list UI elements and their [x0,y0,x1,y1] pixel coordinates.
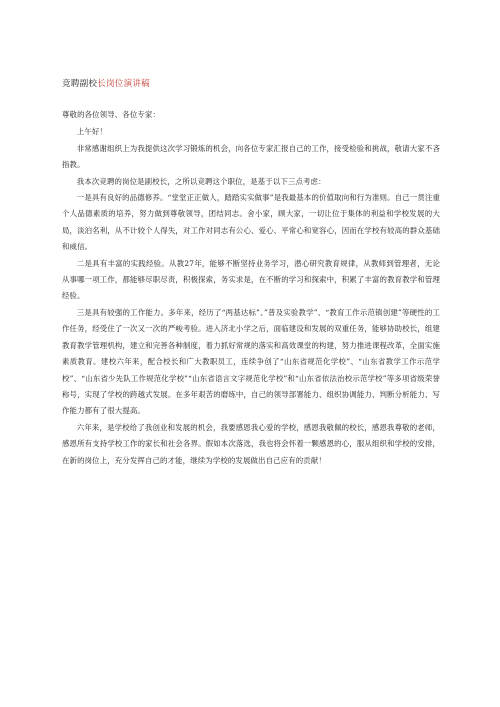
paragraph-thanks: 非常感谢组织上为我提供这次学习锻炼的机会，向各位专家汇报自己的工作，接受检验和挑战，敬请大家不吝指教。 [62,143,440,170]
paragraph-greeting: 上午好！ [76,127,107,137]
document-title [62,78,150,90]
document-body [62,107,440,469]
document-title-highlight: 长岗位演讲稿 [97,79,150,89]
document-title-text: 竞聘副校 [62,79,98,89]
paragraph-position: 我本次竞聘的岗位是副校长，之所以竞聘这个职位，是基于以下三点考虑： [76,176,326,186]
paragraph-closing: 六年来，是学校给了我创业和发展的机会，我要感恩我心爱的学校，感恩我敬佩的校长，感恩我尊敬的老师，感恩所有支持学校工作的家长和社会各界。假如本次落选，我也将会怀着一颗感恩的心，服从组织和学校的安排，在新的岗位上，充分发挥自己的才能，继续为学校的发展做出自己应有的贡献！ [62,422,440,465]
paragraph-point-two: 二是具有丰富的实践经验。从教27年，能够不断坚持业务学习，潜心研究教育规律，从教师到管理者，无论从事哪一项工作，都能够尽职尽责，积极探索，务实求是，在不断的学习和探索中，积累了丰富的教育教学和管理经验。 [62,258,440,301]
salutation: 尊敬的各位领导、各位专家： [62,110,161,119]
paragraph-point-three: 三是具有较强的工作能力。多年来，经历了“两基达标”、”普及实验教学”、“教育工作示范镇创建”等硬性的工作任务，经受住了一次又一次的严峻考验。进入济北小学之后，面临建设和发展的双重任务，能够协助校长，组建教育教学管理机构，建立和完善各种制度，着力抓好常规的落实和高效课堂的构建，努力推进课程改革，全面实施素质教育。建校六年来，配合校长和广大教职员工，连续争创了“山东省规范化学校”、“山东省教学工作示范学校”、“山东省少先队工作规范化学校”“山东省语言文字规范化学校”和“山东省依法治校示范学校”等多项省级荣誉称号，实现了学校的跨越式发展。在多年艰苦的磨练中，自己的领导部署能力、组织协调能力、判断分析能力、写作能力都有了很大提高。 [62,307,440,416]
paragraph-point-one: 一是具有良好的品德修养。“堂堂正正做人，踏踏实实做事”是我最基本的价值取向和行为准则。自己一贯注重个人品德素质的培养，努力做到尊敬领导，团结同志。舍小家，顾大家，一切让位于集体的利益和学校发展的大局，淡泊名利，从不计较个人得失，对工作对同志有公心、爱心、平常心和宽容心，因而在学校有较高的群众基础和威信。 [62,193,440,252]
